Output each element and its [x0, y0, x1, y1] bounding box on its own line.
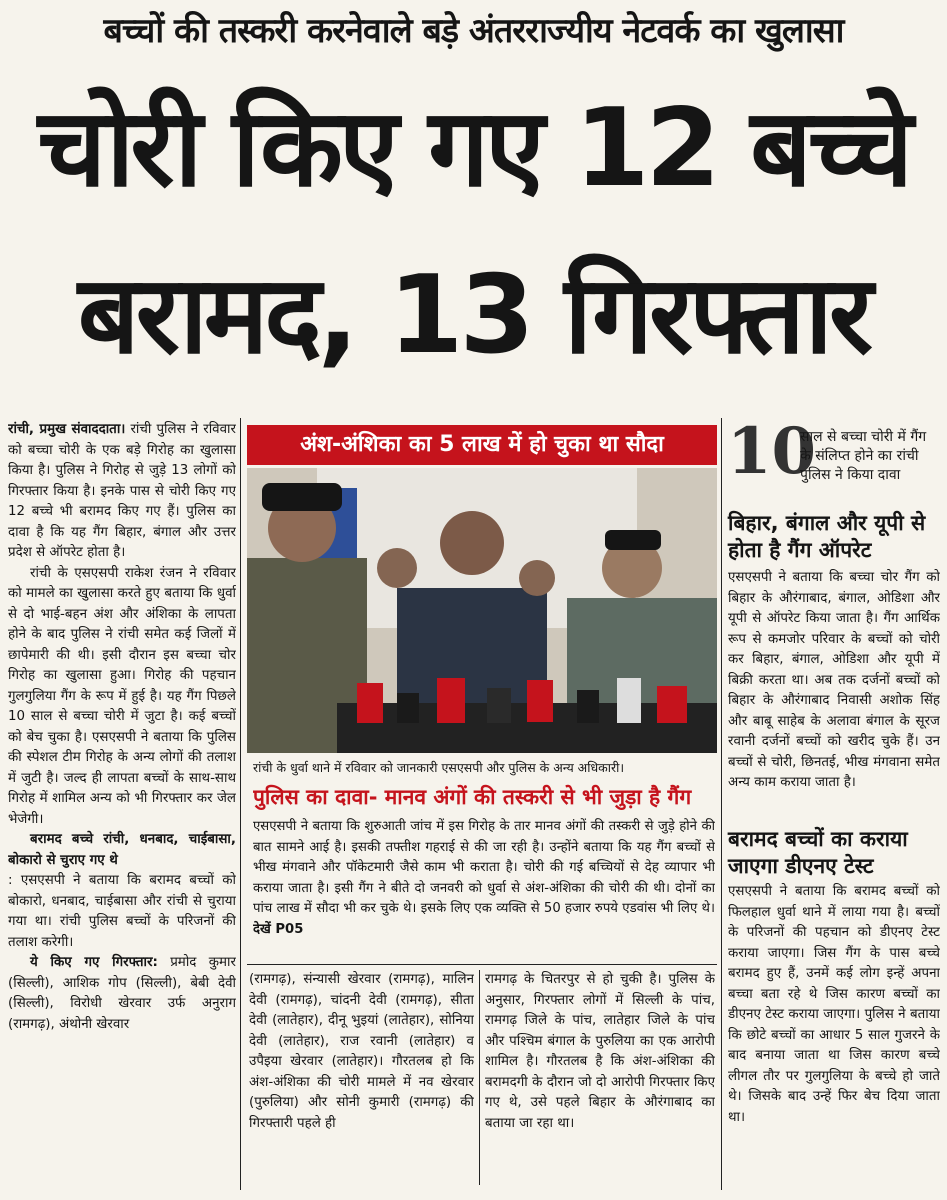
- kicker-headline: बच्चों की तस्करी करनेवाले बड़े अंतरराज्यीय नेटवर्क का खुलासा: [103, 11, 844, 51]
- box-bottom-rule: [247, 964, 717, 965]
- right-headline-2: बरामद बच्चों का कराया जाएगा डीएनए टेस्ट: [728, 827, 908, 878]
- left-para-4: ये किए गए गिरफ्तार: प्रमोद कुमार (सिल्ली), आशिक गोप (सिल्ली), बेबी देवी (सिल्ली), विरोधी खेरवार उर्फ अनुराग (रामगढ़), अंथोनी खेरवार: [8, 955, 236, 1032]
- right-text-2: एसएसपी ने बताया कि बरामद बच्चों को फिलहाल धुर्वा थाने में लाया गया है। बच्चों के परिजनों की पहचान को डीएनए टेस्ट कराया जाएगा। जिस गैंग के पास बच्चे बरामद हुए हैं, उनमें कई लोग इन्हें अपना बच्चा बता रहे थे जिस कारण बच्चों का डीएनए टेस्ट कराया जाएगा। पुलिस ने बताया कि छोटे बच्चों का आधार 5 साल गुजरने के बाद बनाया जाता था जिस कारण बच्चे लीगल तौर पर गुलगुलिया के बच्चे हो जाते थे। जिसके बाद उन्हें फिर बेच दिया जाता था।: [728, 884, 940, 1125]
- main-headline-line-2: बरामद, 13 गिरफ्तार: [77, 253, 870, 378]
- left-para-2: रांची के एसएसपी राकेश रंजन ने रविवार को मामले का खुलासा करते हुए बताया कि धुर्वा से दो भाई-बहन अंश और अंशिका के लापता होने के बाद पुलिस ने रांची समेत कई जिलों में छापेमारी की थी। इसी दौरान इस बच्चा चोर गिरोह का खुलासा हुआ। गिरोह की पहचान गुलगुलिया गैंग के रूप में हुई है। यह गैंग पिछले 10 साल से बच्चा चोरी में जुटा है। कई बच्चों को बेच चुका है। एसएसपी ने बताया कि पुलिस की स्पेशल टीम गिरोह के अन्य लोगों की तलाश में जुटी है। जल्द ही लापता बच्चों के साथ-साथ गिरोह में शामिल अन्य को भी गिरफ्तार कर जेल भेजेगी।: [8, 565, 236, 827]
- left-para-3: : एसएसपी ने बताया कि बरामद बच्चों को बोकारो, धनबाद, चाईबासा और रांची से चुराया गया था। रांची पुलिस बच्चों के परिजनों की तलाश करेगी।: [8, 873, 236, 950]
- column-rule: [721, 418, 722, 1190]
- center-story-text: एसएसपी ने बताया कि शुरुआती जांच में इस गिरोह के तार मानव अंगों की तस्करी से जुड़े होने की बात सामने आई है। इसकी तफ्तीश गहराई से की जा रही है। उन्होंने बताया कि यह गैंग बच्चों से भीख मंगवाने और पॉकेटमारी जैसे काम भी कराता है। चोरी की गई बच्चियों से देह व्यापार भी कराया जाता है। इसी गैंग ने बीते दो जनवरी को धुर्वा से अंश-अंशिका की चोरी की थी। दोनों का पांच लाख में सौदा भी कर चुके थे। इसके लिए एक व्यक्ति से 50 हजार रुपये एडवांस भी लिए थे। देखें P05: [253, 819, 715, 937]
- box-title-bar: अंश-अंशिका का 5 लाख में हो चुका था सौदा: [247, 425, 717, 465]
- main-headline-line-1: चोरी किए गए 12 बच्चे: [37, 86, 910, 211]
- bottom-column-2: (रामगढ़), संन्यासी खेरवार (रामगढ़), मालिन देवी (रामगढ़), चांदनी देवी (रामगढ़), सीता देवी (लातेहार), दीनू भुइयां (लातेहार), सोनिया देवी (लातेहार), राज रवानी (लातेहार) व उपैइया खेरवार (लातेहार)। गौरतलब हो कि अंश-अंशिका की चोरी मामले में नव खेरवार (पुरुलिया) और सोनी कुमारी (रामगढ़) की गिरफ्तारी पहले ही: [249, 972, 474, 1131]
- right-text-1: एसएसपी ने बताया कि बच्चा चोर गैंग को बिहार के औरंगाबाद, बंगाल, ओडिशा और यूपी से ऑपरेट किया जाता है। गैंग आर्थिक रूप से कमजोर परिवार के बच्चों को चोरी कर बिहार, बंगाल, ओडिशा और यूपी में बिक्री करता था। अब तक दर्जनों बच्चों को बिहार के औरंगाबाद निवासी अशोक सिंह और बाबू साहेब के अलावा बंगाल के सूरज रवानी दर्जनों बच्चों को खरीद चुके हैं। उन बच्चों से चोरी, छिनतई, भीख मंगवाना समेत अन्य काम कराया जाता है।: [728, 570, 940, 790]
- subhead-recovered: बरामद बच्चे रांची, धनबाद, चाईबासा, बोकारो से चुराए गए थे: [8, 832, 236, 868]
- photo-caption: रांची के धुर्वा थाने में रविवार को जानकारी एसएसपी और पुलिस के अन्य अधिकारी।: [253, 760, 625, 775]
- story-headline: पुलिस का दावा- मानव अंगों की तस्करी से भी जुड़ा है गैंग: [253, 785, 692, 809]
- left-column: [8, 420, 236, 1190]
- dateline: रांची, प्रमुख संवाददाता।: [8, 422, 126, 437]
- right-headline-1: बिहार, बंगाल और यूपी से होता है गैंग ऑपरेट: [728, 511, 926, 562]
- bottom-column-3: रामगढ़ के चितरपुर से हो चुकी है। पुलिस के अनुसार, गिरफ्तार लोगों में सिल्ली के पांच, रामगढ़ जिले के पांच, लातेहार जिले के पांच और पश्चिम बंगाल के पुरुलिया का एक आरोपी शामिल है। गौरतलब है कि अंश-अंशिका की बरामदगी के दौरान जो दो आरोपी गिरफ्तार किए गए थे, उसे पहले बिहार के औरंगाबाद का बताया जा रहा था।: [485, 972, 715, 1131]
- see-more-link[interactable]: देखें P05: [253, 921, 304, 937]
- left-para-1: रांची, प्रमुख संवाददाता। रांची पुलिस ने रविवार को बच्चा चोरी के एक बड़े गिरोह का खुलासा किया है। पुलिस ने गिरोह से जुड़े 13 लोगों को गिरफ्तार किया है। इनके पास से चोरी किए गए 12 बच्चे भी बरामद किए गए हैं। पुलिस का दावा है कि यह गैंग बिहार, बंगाल और उत्तर प्रदेश से ऑपरेट होता है।: [8, 422, 236, 560]
- press-conference-photo: [247, 468, 717, 753]
- column-rule: [240, 418, 241, 1190]
- column-rule: [479, 970, 480, 1185]
- big-number: 10: [727, 414, 817, 489]
- right-kicker: साल से बच्चा चोरी में गैंग के संलिप्त होने का रांची पुलिस ने किया दावा: [800, 429, 927, 483]
- subhead-arrested: ये किए गए गिरफ्तार:: [30, 955, 158, 970]
